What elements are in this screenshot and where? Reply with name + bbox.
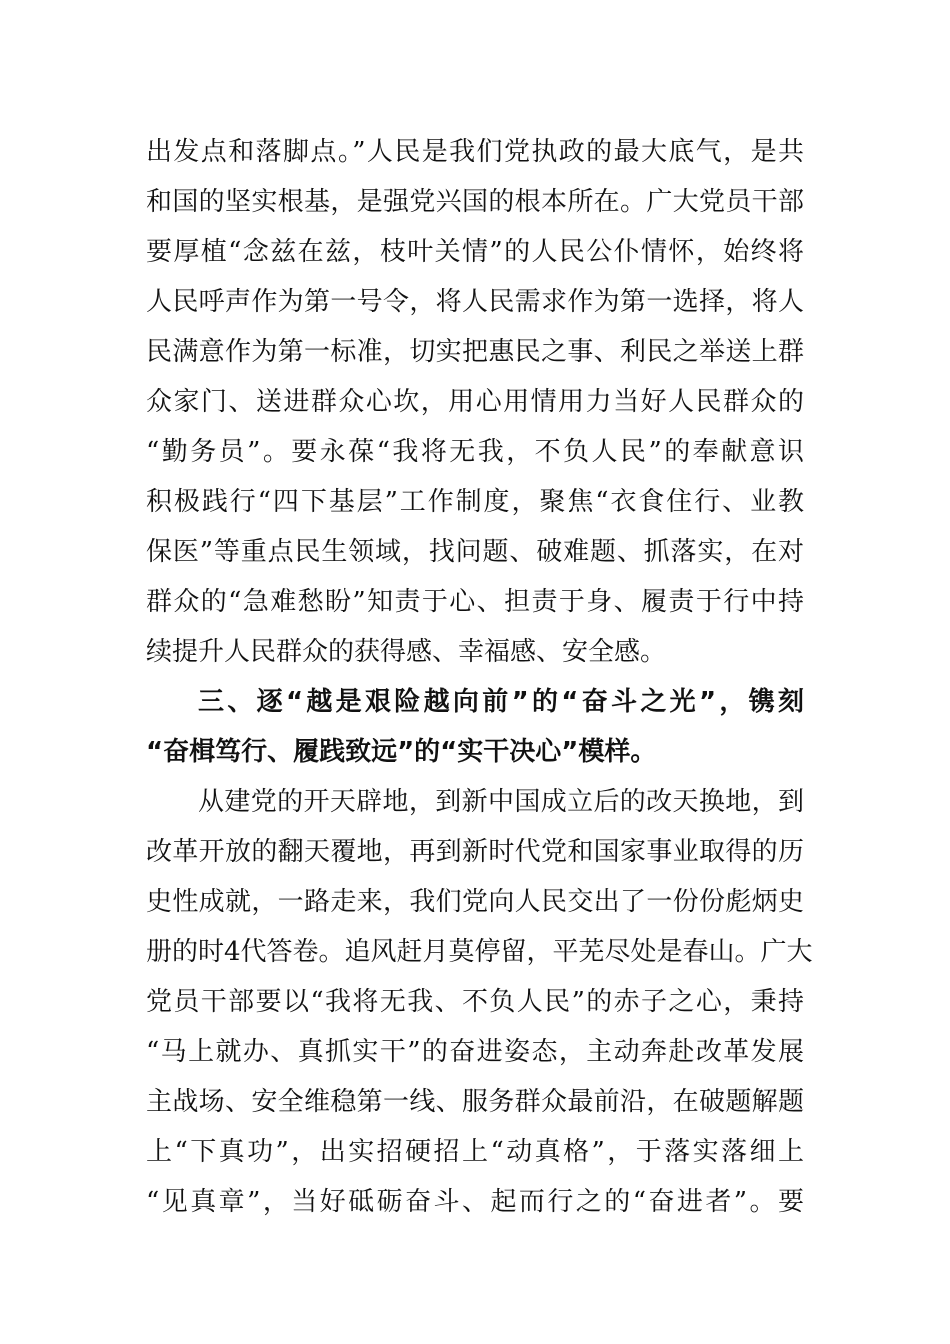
paragraph-line: 民满意作为第一标准，切实把惠民之事、利民之举送上群 [146,337,804,367]
paragraph-line: “马上就办、真抓实干”的奋进姿态，主动奔赴改革发展 [146,1037,804,1067]
paragraph-line: 人民呼声作为第一号令，将人民需求作为第一选择，将人 [146,287,804,317]
heading-line: “奋楫笃行、履践致远”的“实干决心”模样。 [146,737,657,767]
paragraph-line: 改革开放的翻天覆地，再到新时代党和国家事业取得的历 [146,837,804,867]
paragraph-line: 群众的“急难愁盼”知责于心、担责于身、履责于行中持 [146,587,804,617]
paragraph-line: 主战场、安全维稳第一线、服务群众最前沿，在破题解题 [146,1087,804,1117]
heading-line: 三、逐“越是艰险越向前”的“奋斗之光”，镌刻 [198,687,804,717]
paragraph-line: 要厚植“念兹在兹，枝叶关情”的人民公仆情怀，始终将 [146,237,804,267]
paragraph-line: 上“下真功”，出实招硬招上“动真格”，于落实落细上 [146,1137,804,1167]
paragraph-line: 积极践行“四下基层”工作制度，聚焦“衣食住行、业教 [146,487,804,517]
paragraph-line: 众家门、送进群众心坎，用心用情用力当好人民群众的 [146,387,804,417]
paragraph-line: 和国的坚实根基，是强党兴国的根本所在。广大党员干部 [146,187,804,217]
paragraph-line: 册的时4代答卷。追风赶月莫停留，平芜尽处是春山。广大 [146,937,813,967]
paragraph-line: 党员干部要以“我将无我、不负人民”的赤子之心，秉持 [146,987,804,1017]
paragraph-line: 出发点和落脚点。”人民是我们党执政的最大底气，是共 [146,137,804,167]
paragraph-line: 续提升人民群众的获得感、幸福感、安全感。 [146,637,667,667]
paragraph-line: 从建党的开天辟地，到新中国成立后的改天换地，到 [198,787,804,817]
paragraph-line: 史性成就，一路走来，我们党向人民交出了一份份彪炳史 [146,887,804,917]
paragraph-line: “见真章”，当好砥砺奋斗、起而行之的“奋进者”。要 [146,1187,804,1217]
paragraph-line: 保医”等重点民生领域，找问题、破难题、抓落实，在对 [146,537,804,567]
paragraph-line: “勤务员”。要永葆“我将无我，不负人民”的奉献意识 [146,437,804,467]
